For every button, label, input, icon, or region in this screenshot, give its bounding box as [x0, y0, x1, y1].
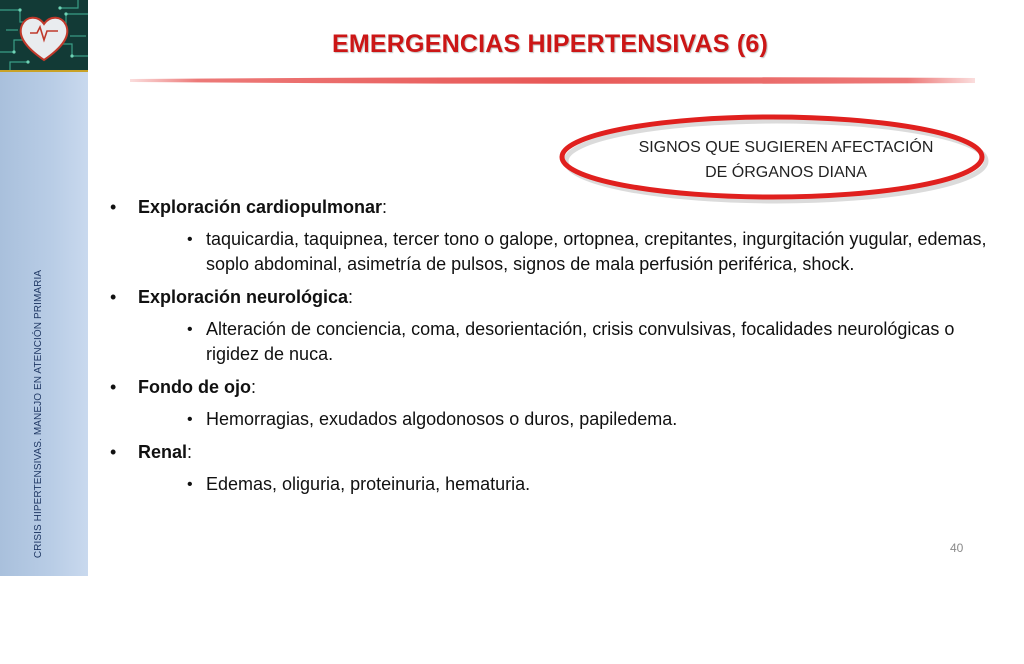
callout-text [620, 135, 952, 185]
section-heading: Exploración cardiopulmonar [138, 197, 383, 217]
bullet-dot: • [110, 442, 117, 462]
section-colon: : [382, 197, 388, 217]
sidebar [0, 0, 88, 576]
callout-line-2: DE ÓRGANOS DIANA [705, 164, 867, 181]
bullet-dot: • [110, 197, 117, 217]
sub-bullet-neurologica [110, 317, 990, 367]
sub-bullet-text: Edemas, oliguria, proteinuria, hematuria. [206, 474, 531, 494]
bullet-dot: • [187, 231, 193, 248]
bullet-fondo-de-ojo [110, 376, 990, 398]
bullet-list [110, 196, 990, 506]
sidebar-course-title: CRISIS HIPERTENSIVAS. MANEJO EN ATENCIÓN PRIMARIA [33, 269, 44, 559]
heart-circuit-logo [0, 0, 88, 72]
bullet-dot: • [187, 476, 193, 493]
section-colon: : [348, 287, 354, 307]
section-heading: Renal [138, 442, 188, 462]
sub-bullet-renal [110, 472, 990, 497]
section-colon: : [250, 377, 256, 397]
sub-bullet-text: taquicardia, taquipnea, tercer tono o galope, ortopnea, crepitantes, ingurgitación yugular, edemas, soplo abdominal, asimetría de pulsos, signos de mala perfusión periférica, shock. [206, 229, 987, 274]
bullet-dot: • [110, 287, 117, 307]
sub-bullet-text: Alteración de conciencia, coma, desorientación, crisis convulsivas, focalidades neurológicas o rigidez de nuca. [206, 319, 955, 364]
bullet-cardiopulmonar [110, 196, 990, 218]
sub-bullet-text: Hemorragias, exudados algodonosos o duros, papiledema. [206, 409, 678, 429]
bullet-dot: • [187, 321, 193, 338]
section-heading: Fondo de ojo [138, 377, 251, 397]
bullet-dot: • [187, 411, 193, 428]
bullet-dot: • [110, 377, 117, 397]
section-heading: Exploración neurológica [138, 287, 349, 307]
sub-bullet-fondo-de-ojo [110, 407, 990, 432]
bullet-renal [110, 441, 990, 463]
section-colon: : [187, 442, 193, 462]
title-underline [130, 74, 975, 86]
sub-bullet-cardiopulmonar [110, 227, 990, 277]
bullet-neurologica [110, 286, 990, 308]
slide-title: EMERGENCIAS HIPERTENSIVAS (6) [332, 30, 768, 58]
callout-line-1: SIGNOS QUE SUGIEREN AFECTACIÓN [638, 139, 934, 156]
page-number: 40 [950, 541, 964, 555]
